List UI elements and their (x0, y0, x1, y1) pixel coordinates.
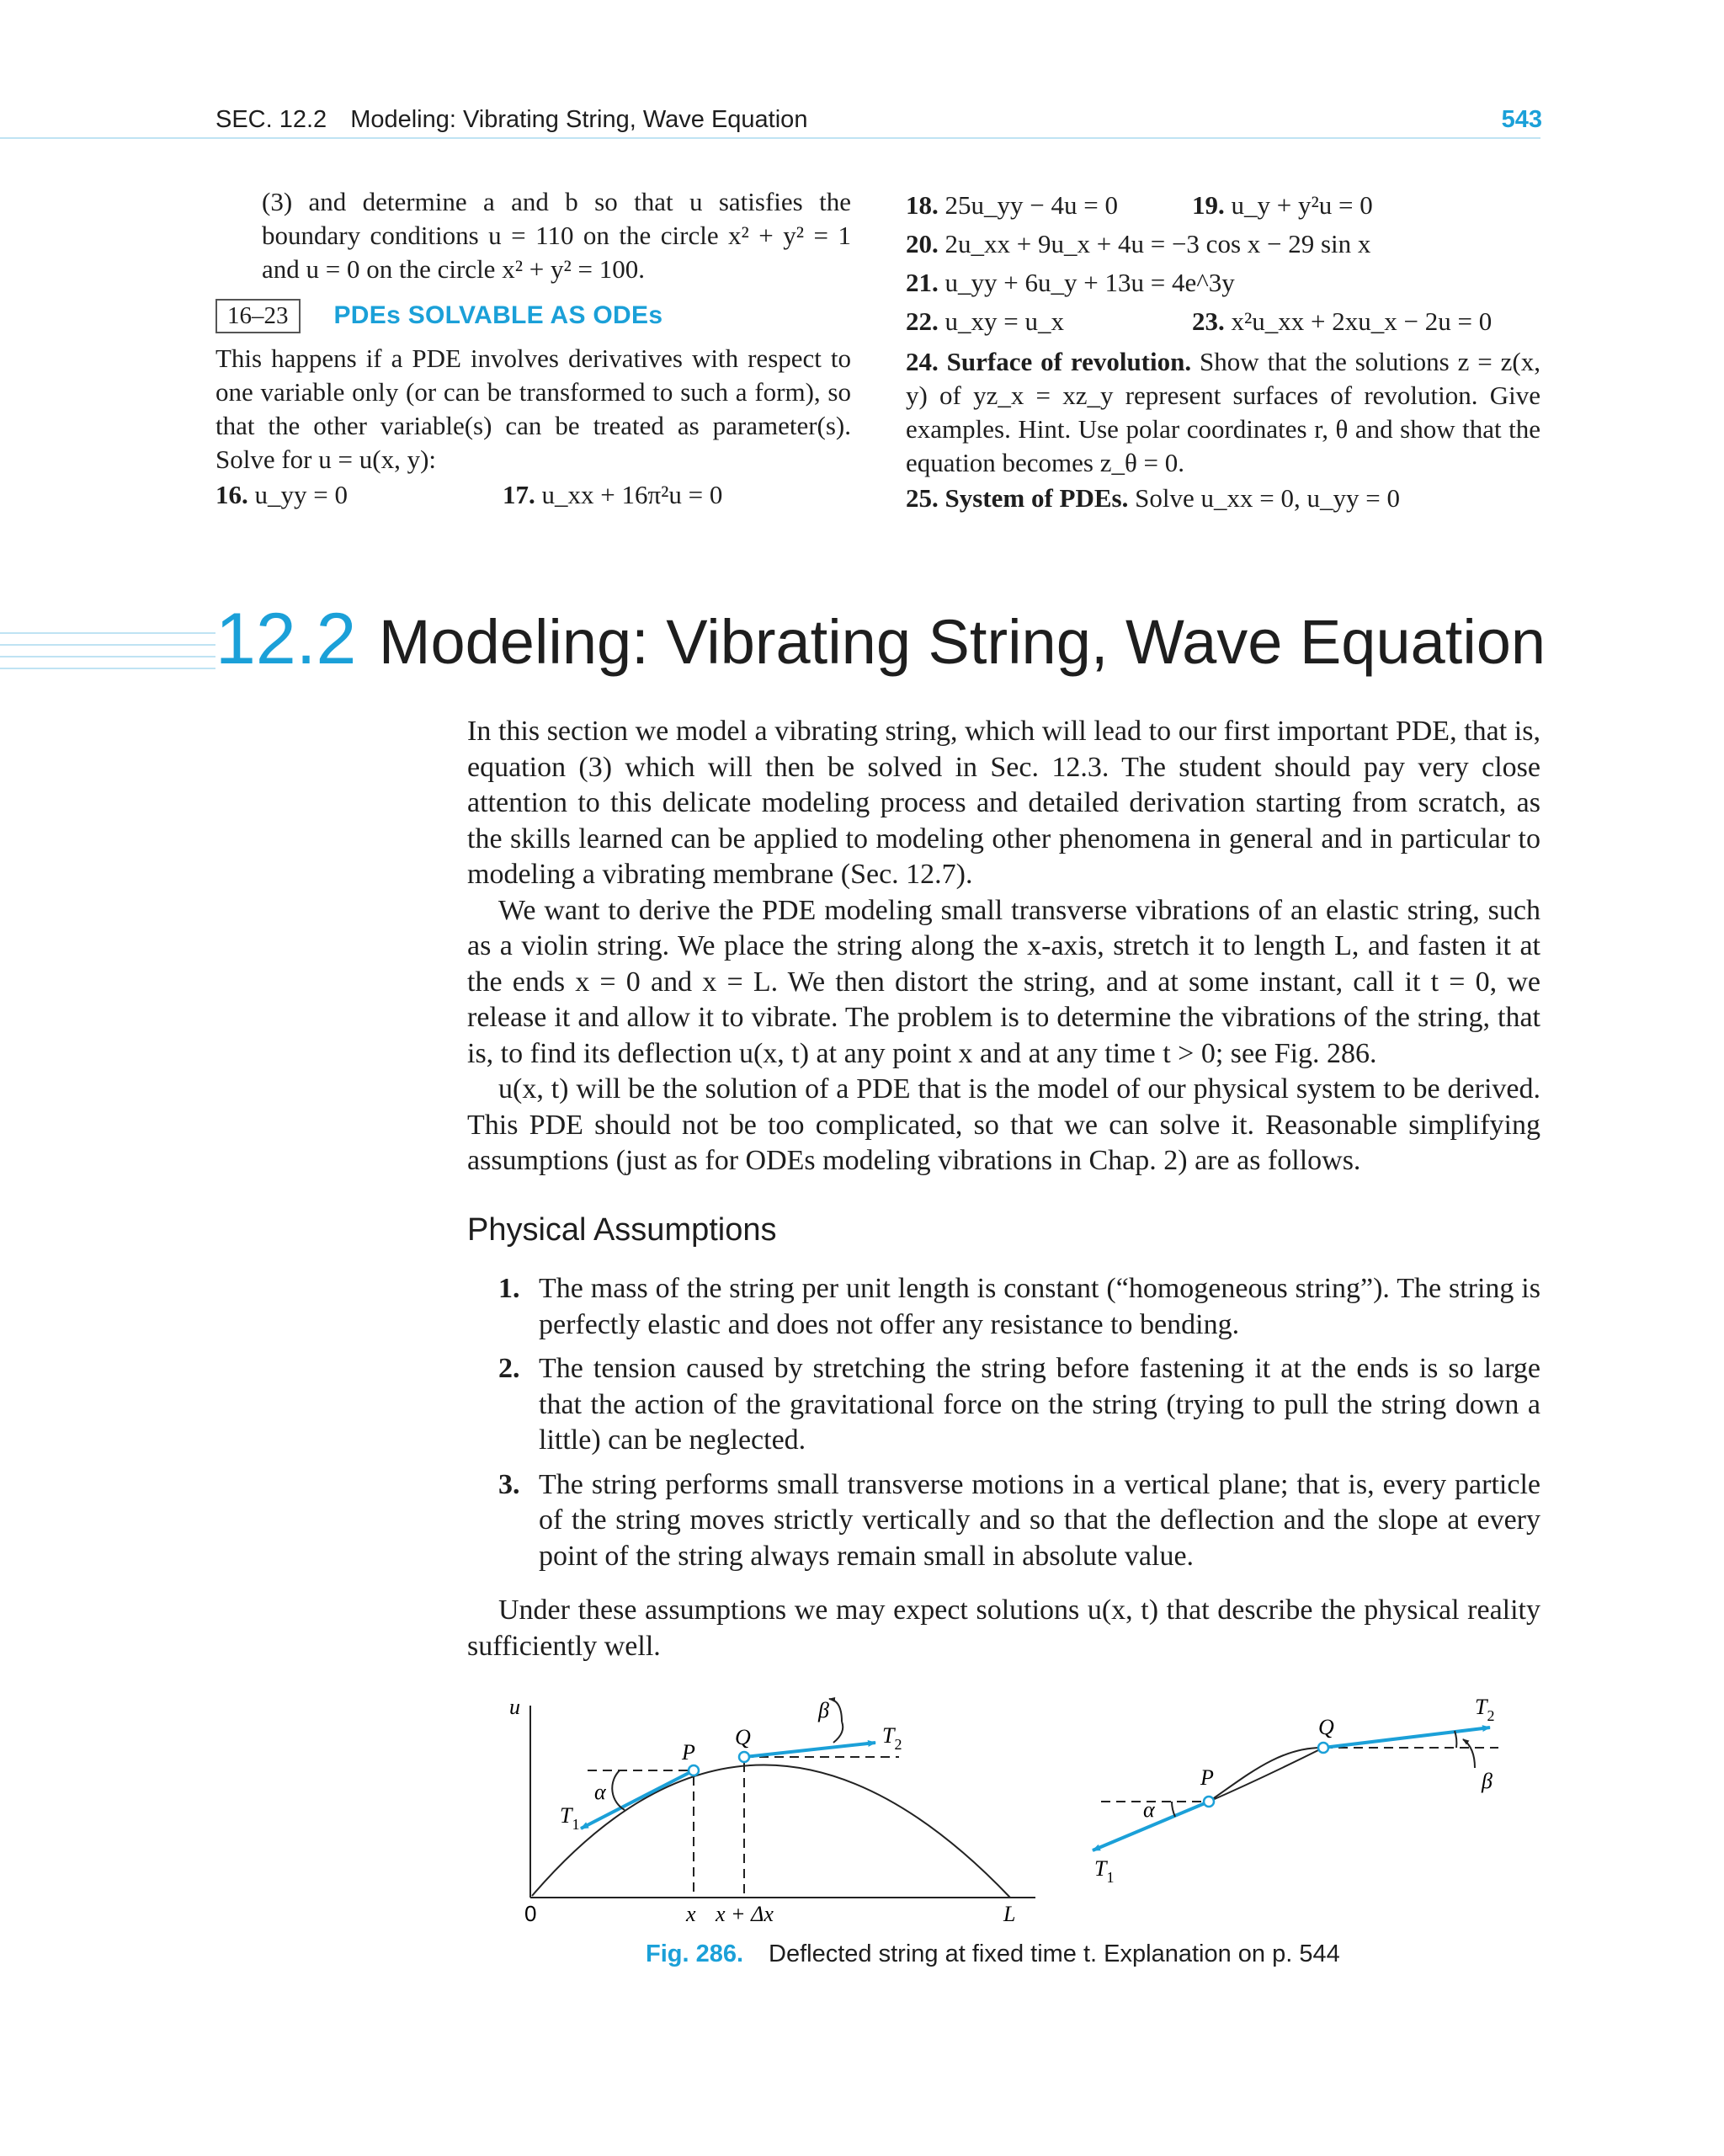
figure-label: Fig. 286. (646, 1940, 744, 1967)
problem-equation: u_xy = u_x (944, 306, 1064, 336)
problem-text: Show that the solutions z = z(x, y) of yz_x = xz_y represent surfaces of revolution. Give examples. Hint. Use polar coordinates r, θ and show that the equation becomes z_θ = 0. (906, 347, 1540, 477)
header-section-label: SEC. 12.2 (216, 106, 327, 133)
problem-equation: u_xx + 16π²u = 0 (541, 480, 723, 509)
label-u: u (509, 1695, 520, 1719)
problem-equation: u_yy + 6u_y + 13u = 4e^3y (944, 268, 1235, 297)
problem-num: 16. (216, 480, 248, 509)
string-segment-p (1209, 1748, 1323, 1802)
problem-num: 18. (906, 190, 939, 220)
point-q (739, 1752, 749, 1762)
list-item-text: The mass of the string per unit length is constant (“homogeneous string”). The string is perfectly elastic and does not offer any resistance to bending. (539, 1273, 1540, 1340)
label-x-plus-dx: x + Δx (716, 1902, 774, 1926)
problem-group-intro: This happens if a PDE involves derivatives with respect to one variable only (or can be transformed to such a form), so that the other variable(s) can be treated as parameter(s). Solve for u = u(x, y): (216, 343, 851, 474)
problem-num: 19. (1192, 190, 1225, 220)
label-alpha: α (594, 1780, 606, 1804)
label-T1: $T_1$ (560, 1803, 580, 1833)
problem-num: 24. (906, 347, 939, 376)
label-T2: $T_2$ (882, 1723, 902, 1753)
problem-range-box: 16–23 (216, 299, 301, 333)
label-x: x (686, 1902, 696, 1926)
problem-equation: x²u_xx + 2xu_x − 2u = 0 (1231, 306, 1493, 336)
subheading: Physical Assumptions (467, 1212, 777, 1248)
label-alpha-right: α (1143, 1797, 1155, 1822)
problem-text: Solve u_xx = 0, u_yy = 0 (1135, 483, 1400, 513)
label-P-right: P (1200, 1765, 1214, 1790)
list-item-number: 1. (498, 1273, 520, 1304)
problem-num: 20. (906, 229, 939, 258)
paragraph: In this section we model a vibrating string, which will lead to our first important PDE, that is, equation (3) which will then be solved in Sec. 12.3. The student should pay very close attention to this delicate modeling process and detailed derivation starting from scratch, as the skills learned can be applied to modeling other phenomena in general and in particular to modeling a vibrating membrane (Sec. 12.7). (467, 716, 1540, 890)
label-beta-right: β (1482, 1769, 1493, 1793)
list-item-number: 2. (498, 1353, 520, 1384)
problem-equation: 25u_yy − 4u = 0 (944, 190, 1118, 220)
label-P: P (682, 1740, 695, 1765)
tension-t2-arrow (744, 1743, 875, 1757)
paragraph: Under these assumptions we may expect solutions u(x, t) that describe the physical reality sufficiently well. (467, 1594, 1540, 1662)
label-origin: 0 (524, 1901, 537, 1926)
label-Q: Q (735, 1725, 751, 1749)
problem-title: Surface of revolution. (946, 347, 1192, 376)
label-L: L (1003, 1902, 1016, 1926)
label-Q-right: Q (1318, 1715, 1334, 1739)
point-p (689, 1765, 699, 1775)
label-T1-right: $T_1$ (1094, 1856, 1115, 1886)
problem-group-title: PDEs SOLVABLE AS ODEs (333, 301, 663, 329)
beta-pointer (829, 1699, 842, 1722)
figure-caption (646, 1940, 1340, 1968)
problem-num: 17. (503, 480, 535, 509)
problem-title: System of PDEs. (944, 483, 1129, 513)
problem-equation: u_y + y²u = 0 (1231, 190, 1373, 220)
point-p-right (1204, 1797, 1214, 1807)
list-item-number: 3. (498, 1468, 520, 1500)
point-q-right (1318, 1743, 1328, 1753)
list-item-text: The tension caused by stretching the string before fastening it at the ends is so large that the action of the gravitational force on the string (trying to pull the string down a little) can be neglected. (539, 1353, 1540, 1456)
problem-num: 23. (1192, 306, 1225, 336)
beta-pointer-right (1463, 1739, 1475, 1768)
problem-equation: u_yy = 0 (254, 480, 348, 509)
angle-alpha-arc-right (1172, 1802, 1175, 1817)
tension-t2-arrow-right (1323, 1727, 1490, 1748)
problem-15-tail: (3) and determine a and b so that u satisfies the boundary conditions u = 110 on the circle x² + y² = 1 and u = 0 on the circle x² + y² = 100. (262, 187, 851, 284)
angle-alpha-arc (612, 1770, 625, 1810)
problem-num: 25. (906, 483, 939, 513)
section-title: Modeling: Vibrating String, Wave Equation (378, 607, 1546, 677)
section-number: 12.2 (216, 599, 357, 679)
figure-caption-text: Deflected string at fixed time t. Explanation on p. 544 (769, 1940, 1340, 1967)
problem-num: 21. (906, 268, 939, 297)
paragraph: u(x, t) will be the solution of a PDE that is the model of our physical system to be derived. This PDE should not be too complicated, so that we can solve it. Reasonable simplifying assumptions (just as for ODEs modeling vibrations in Chap. 2) are as follows. (467, 1073, 1540, 1176)
paragraph: We want to derive the PDE modeling small transverse vibrations of an elastic string, such as a violin string. We place the string along the x-axis, stretch it to length L, and fasten it at the ends x = 0 and x = L. We then distort the string, and at some instant, call it t = 0, we release it and allow it to vibrate. The problem is to determine the vibrations of the string, that is, to find its deflection u(x, t) at any point x and at any time t > 0; see Fig. 286. (467, 894, 1540, 1069)
angle-beta-arc-right (1455, 1731, 1456, 1748)
page-number: 543 (1501, 106, 1542, 133)
angle-beta-arc (833, 1722, 843, 1743)
problem-equation: 2u_xx + 9u_x + 4u = −3 cos x − 29 sin x (944, 229, 1371, 258)
problem-num: 22. (906, 306, 939, 336)
label-T2-right: $T_2$ (1475, 1695, 1495, 1724)
label-beta: β (818, 1698, 829, 1722)
header-section-title: Modeling: Vibrating String, Wave Equation (350, 106, 808, 133)
list-item-text: The string performs small transverse motions in a vertical plane; that is, every particle of the string moves strictly vertically and so that the deflection and the slope at every point of the string always remain small in absolute value. (539, 1468, 1540, 1572)
